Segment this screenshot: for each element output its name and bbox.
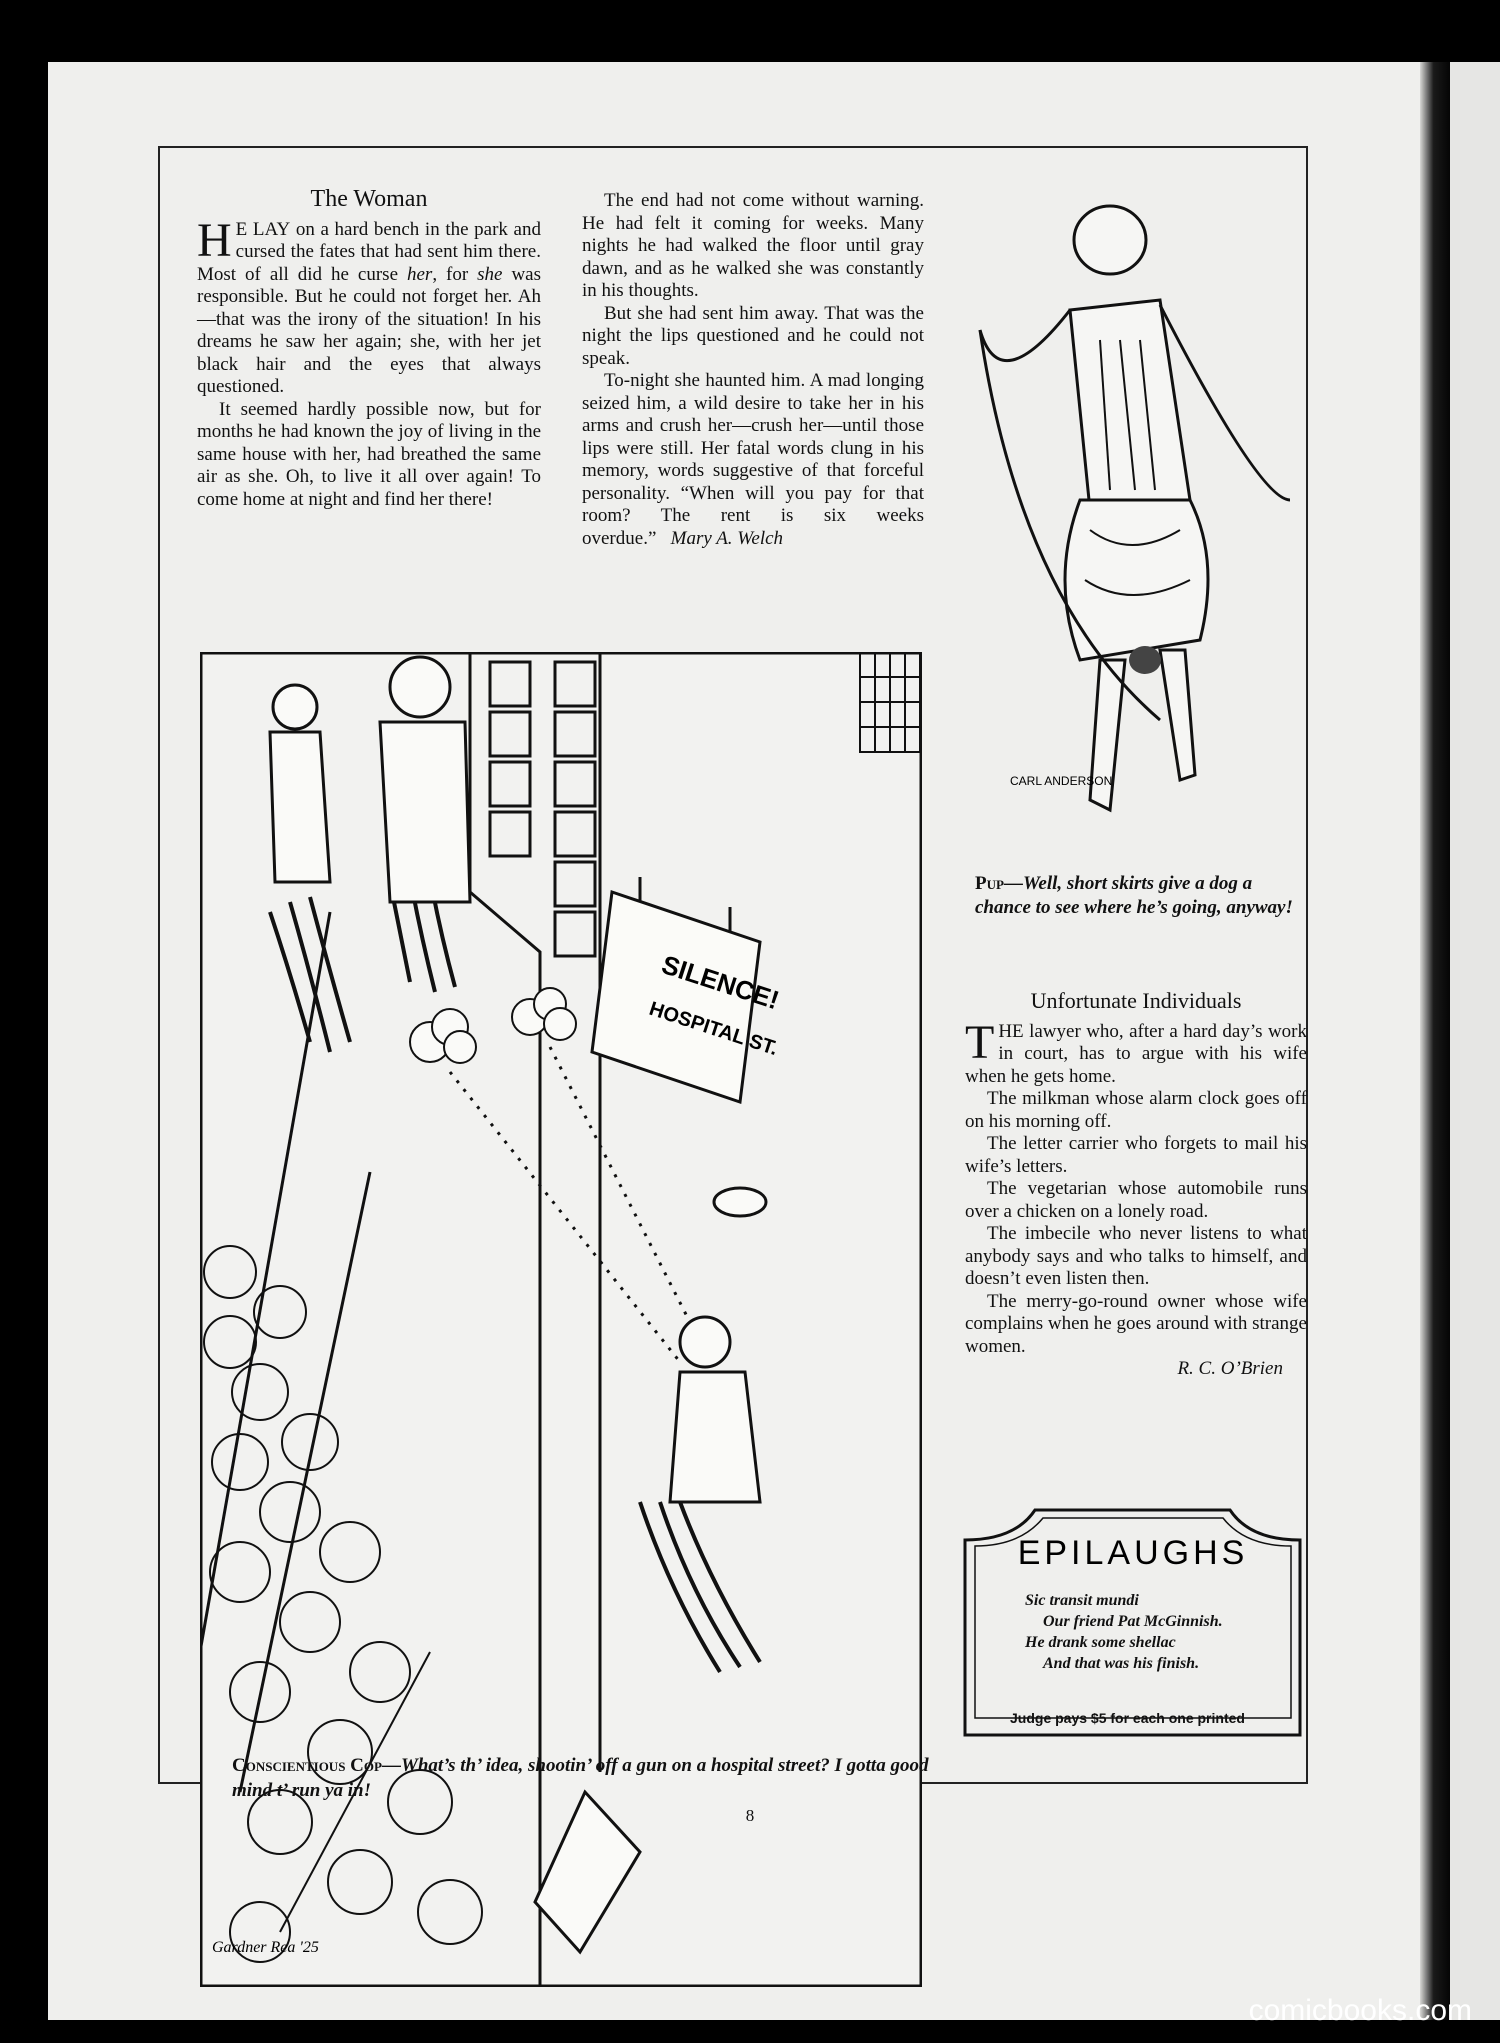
epilaughs-box (955, 1500, 1310, 1745)
unfortunate-dropcap: T (965, 1015, 995, 1069)
facing-page-edge (1445, 62, 1500, 2020)
book-spine (1420, 62, 1450, 2020)
sign-text-silence: SILENCE! (658, 949, 783, 1016)
unfortunate-title: Unfortunate Individuals (1030, 988, 1242, 1013)
cop-speaker: Conscientious Cop (232, 1755, 382, 1776)
cartoon-artist-signature: Gardner Rea '25 (212, 1939, 319, 1956)
page-number: 8 (745, 1806, 755, 1825)
flapper-girl-illustration (960, 200, 1320, 840)
woman-title: The Woman (310, 186, 428, 212)
unfortunate-paragraph-6: The merry-go-round owner whose wife complains when he goes around with strange women. (965, 1290, 1307, 1357)
woman-paragraph-2: It seemed hardly possible now, but for months he had known the joy of living in the same house with her, had breathed the same air as she. Oh, to live it all over again! To come home at night and find her there! (197, 398, 541, 510)
woman-dropcap: H (197, 213, 232, 267)
epilaughs-poem: Sic transit mundi Our friend Pat McGinnish. He drank some shellac And that was his finish. (1025, 1592, 1223, 1672)
woman-paragraph-1: H E LAY on a hard bench in the park and cursed the fates that had sent him there. Most of all did he curse her, for she was responsible. But he could not forget her. Ah—that was the irony of the situation! In his dreams he saw her again; she, with her jet black hair and the eyes that always questioned. (197, 213, 541, 397)
pup-speaker: Pup (975, 873, 1004, 894)
pup-dog (1129, 646, 1161, 674)
sign-text-hospital: HOSPITAL ST. (646, 997, 781, 1061)
unfortunate-paragraph-4: The vegetarian whose automobile runs over a chicken on a lonely road. (965, 1178, 1307, 1222)
woman-author: Mary A. Welch (670, 527, 784, 549)
woman-column-2 (582, 190, 924, 550)
unfortunate-paragraph-2: The milkman whose alarm clock goes off on his morning off. (965, 1088, 1307, 1132)
unfortunate-paragraph-1: THE lawyer who, after a hard day’s work in court, has to argue with his wife when he gets home. (965, 1015, 1307, 1087)
girl-drawing (960, 200, 1320, 840)
unfortunate-paragraph-5: The imbecile who never listens to what anybody says and who talks to himself, and doesn’t even listen then. (965, 1223, 1307, 1289)
unfortunate-author: R. C. O’Brien (1177, 1358, 1283, 1379)
pup-caption (975, 872, 1310, 920)
epilaughs-footer: Judge pays $5 for each one printed (1010, 1710, 1245, 1726)
unfortunate-paragraph-3: The letter carrier who forgets to mail his wife’s letters. (965, 1133, 1307, 1177)
epilaughs-title: EPILAUGHS (1017, 1534, 1249, 1572)
woman-column-1 (197, 188, 541, 511)
unfortunate-article (965, 990, 1307, 1381)
cop-quote: —What’s th’ idea, shootin’ off a gun on a hospital street? I gotta good mind t’ run ya in! (232, 1755, 929, 1801)
woman-paragraph-4: But she had sent him away. That was the night the lips questioned and he could not speak. (582, 302, 924, 369)
woman-paragraph-3: The end had not come without warning. He had felt it coming for weeks. Many nights he had walked the floor until gray dawn, and as he walked she was constantly in his thoughts. (582, 190, 924, 301)
watermark: comicbooks.com (1248, 1994, 1472, 2027)
woman-paragraph-5: To-night she haunted him. A mad longing seized him, a wild desire to take her in his arms and crush her—crush her—until those lips were still. Her fatal words clung in his memory, words suggestive of that forceful personality. “When will you pay for that room? The rent is six weeks overdue.” Mary A. Welch (582, 370, 924, 549)
girl-artist-signature: CARL ANDERSON (1010, 774, 1113, 788)
pup-quote: —Well, short skirts give a dog a chance to see where he’s going, anyway! (975, 873, 1293, 918)
cop-caption-final (232, 1753, 957, 1803)
